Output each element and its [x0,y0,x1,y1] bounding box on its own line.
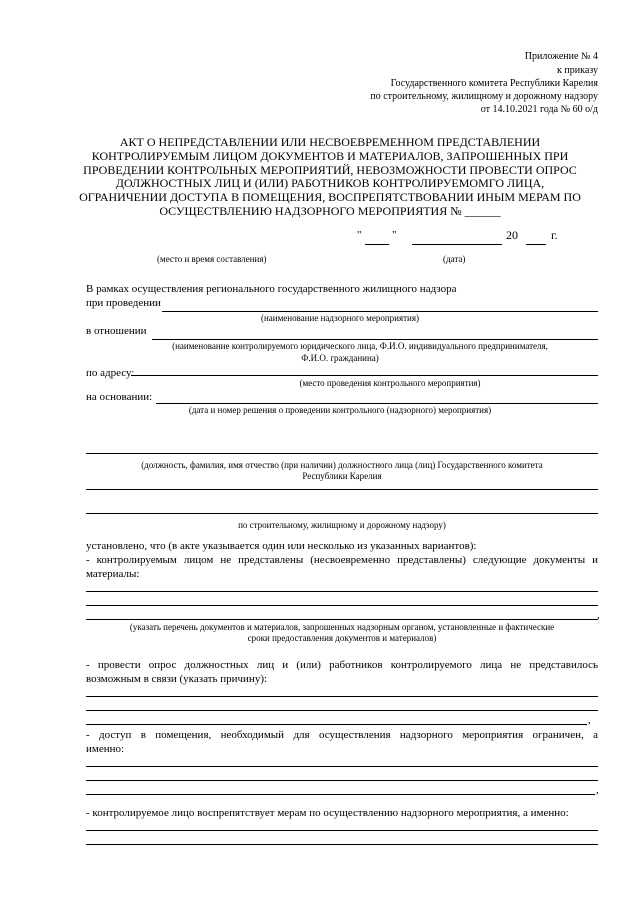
appendix-line-4: по строительному, жилищному и дорожному надзору [370,91,598,102]
interview-section-text-1: - провести опрос должностных лиц и (или) работников контролируемого лица не представилось [86,659,598,671]
regarding-caption-2: Ф.И.О. гражданина) [301,353,379,363]
document-title [60,136,600,219]
date-quote-open: " [357,229,362,241]
date-caption: (дата) [443,254,466,264]
access-section-text-2: именно: [86,743,125,755]
appendix-line-5: от 14.10.2021 года № 60 о/д [480,104,598,115]
regarding-caption-1: (наименование контролируемого юридического лица, Ф.И.О. индивидуального предпринимателя, [172,341,548,351]
conduct-line [162,311,598,312]
date-year-suffix: г. [551,228,558,242]
interview-comma: , [588,714,591,726]
docs-line-2 [86,605,598,606]
appendix-line-3: Государственного комитета Республики Карелия [390,78,598,89]
place-time-caption: (место и время составления) [157,254,267,264]
access-line-1 [86,766,598,767]
interview-line-2 [86,710,598,711]
basis-label: на основании: [86,391,153,403]
docs-section-text-2: материалы: [86,568,140,580]
access-section-text-1: - доступ в помещения, необходимый для осуществления надзорного мероприятия ограничен, а [86,729,598,741]
docs-section-text-1: - контролируемым лицом не представлены (несвоевременно представлены) следующие документы и [86,554,598,566]
intro-line: В рамках осуществления регионального государственного жилищного надзора [86,283,457,295]
title-line-2: КОНТРОЛИРУЕМЫМ ЛИЦОМ ДОКУМЕНТОВ И МАТЕРИАЛОВ, ЗАПРОШЕННЫХ ПРИ [91,148,569,163]
obstruct-section-text: - контролируемое лицо воспрепятствует мерам по осуществлению надзорного мероприятия, а именно: [86,807,569,819]
docs-caption-2: сроки предоставления документов и материалов) [247,633,437,643]
official-line-2 [86,489,598,490]
access-line-2 [86,780,598,781]
title-line-6: ОСУЩЕСТВЛЕНИЮ НАДЗОРНОГО МЕРОПРИЯТИЯ № ______ [159,203,501,218]
official-line-3 [86,513,598,514]
date-month-blank [412,244,502,245]
obstruct-line-1 [86,830,598,831]
basis-line [156,403,598,404]
docs-comma: , [597,609,600,621]
interview-line-1 [86,696,598,697]
regarding-label: в отношении [86,325,147,337]
established-line: установлено, что (в акте указывается один или несколько из указанных вариантов): [86,540,477,552]
date-day-blank [365,244,389,245]
appendix-line-1: Приложение № 4 [524,51,598,62]
address-line [131,375,598,376]
date-year-prefix: 20 [506,228,518,242]
docs-line-1 [86,591,598,592]
access-comma: , [596,784,599,796]
appendix-line-2: к приказу [557,65,598,76]
official-caption-3: по строительному, жилищному и дорожному надзору) [238,520,446,530]
date-quote-close: " [392,229,397,241]
regarding-line [152,339,598,340]
docs-caption-1: (указать перечень документов и материалов, запрошенных надзорным органом, установленные и фактические [129,622,555,632]
official-line-1 [86,453,598,454]
docs-line-3 [86,619,598,620]
official-caption-2: Республики Карелия [302,471,382,481]
title-line-1: АКТ О НЕПРЕДСТАВЛЕНИИ ИЛИ НЕСВОЕВРЕМЕННОМ ПРЕДСТАВЛЕНИИ [119,135,541,149]
official-caption-1: (должность, фамилия, имя отчество (при наличии) должностного лица (лиц) Государственного комитета [141,460,543,470]
title-line-3: ПРОВЕДЕНИИ КОНТРОЛЬНЫХ МЕРОПРИЯТИЙ, НЕВОЗМОЖНОСТИ ПРОВЕСТИ ОПРОС [83,162,577,177]
obstruct-line-2 [86,844,598,845]
title-line-4: ДОЛЖНОСТНЫХ ЛИЦ И (ИЛИ) РАБОТНИКОВ КОНТРОЛИРУЕМОМГО ЛИЦА, [115,176,545,191]
date-year-blank [526,244,546,245]
conduct-caption: (наименование надзорного мероприятия) [260,313,420,323]
interview-section-text-2: возможным в связи (указать причину): [86,673,268,685]
address-label: по адресу: [86,367,135,379]
title-line-5: ОГРАНИЧЕНИИ ДОСТУПА В ПОМЕЩЕНИЯ, ВОСПРЕПЯТСТВОВАНИИ ИНЫМ МЕРАМ ПО [79,190,581,205]
conduct-label: при проведении [86,297,161,309]
basis-caption: (дата и номер решения о проведении контрольного (надзорного) мероприятия) [188,405,492,415]
interview-line-3 [86,724,587,725]
address-caption: (место проведения контрольного мероприятия) [299,378,481,388]
access-line-3 [86,794,595,795]
